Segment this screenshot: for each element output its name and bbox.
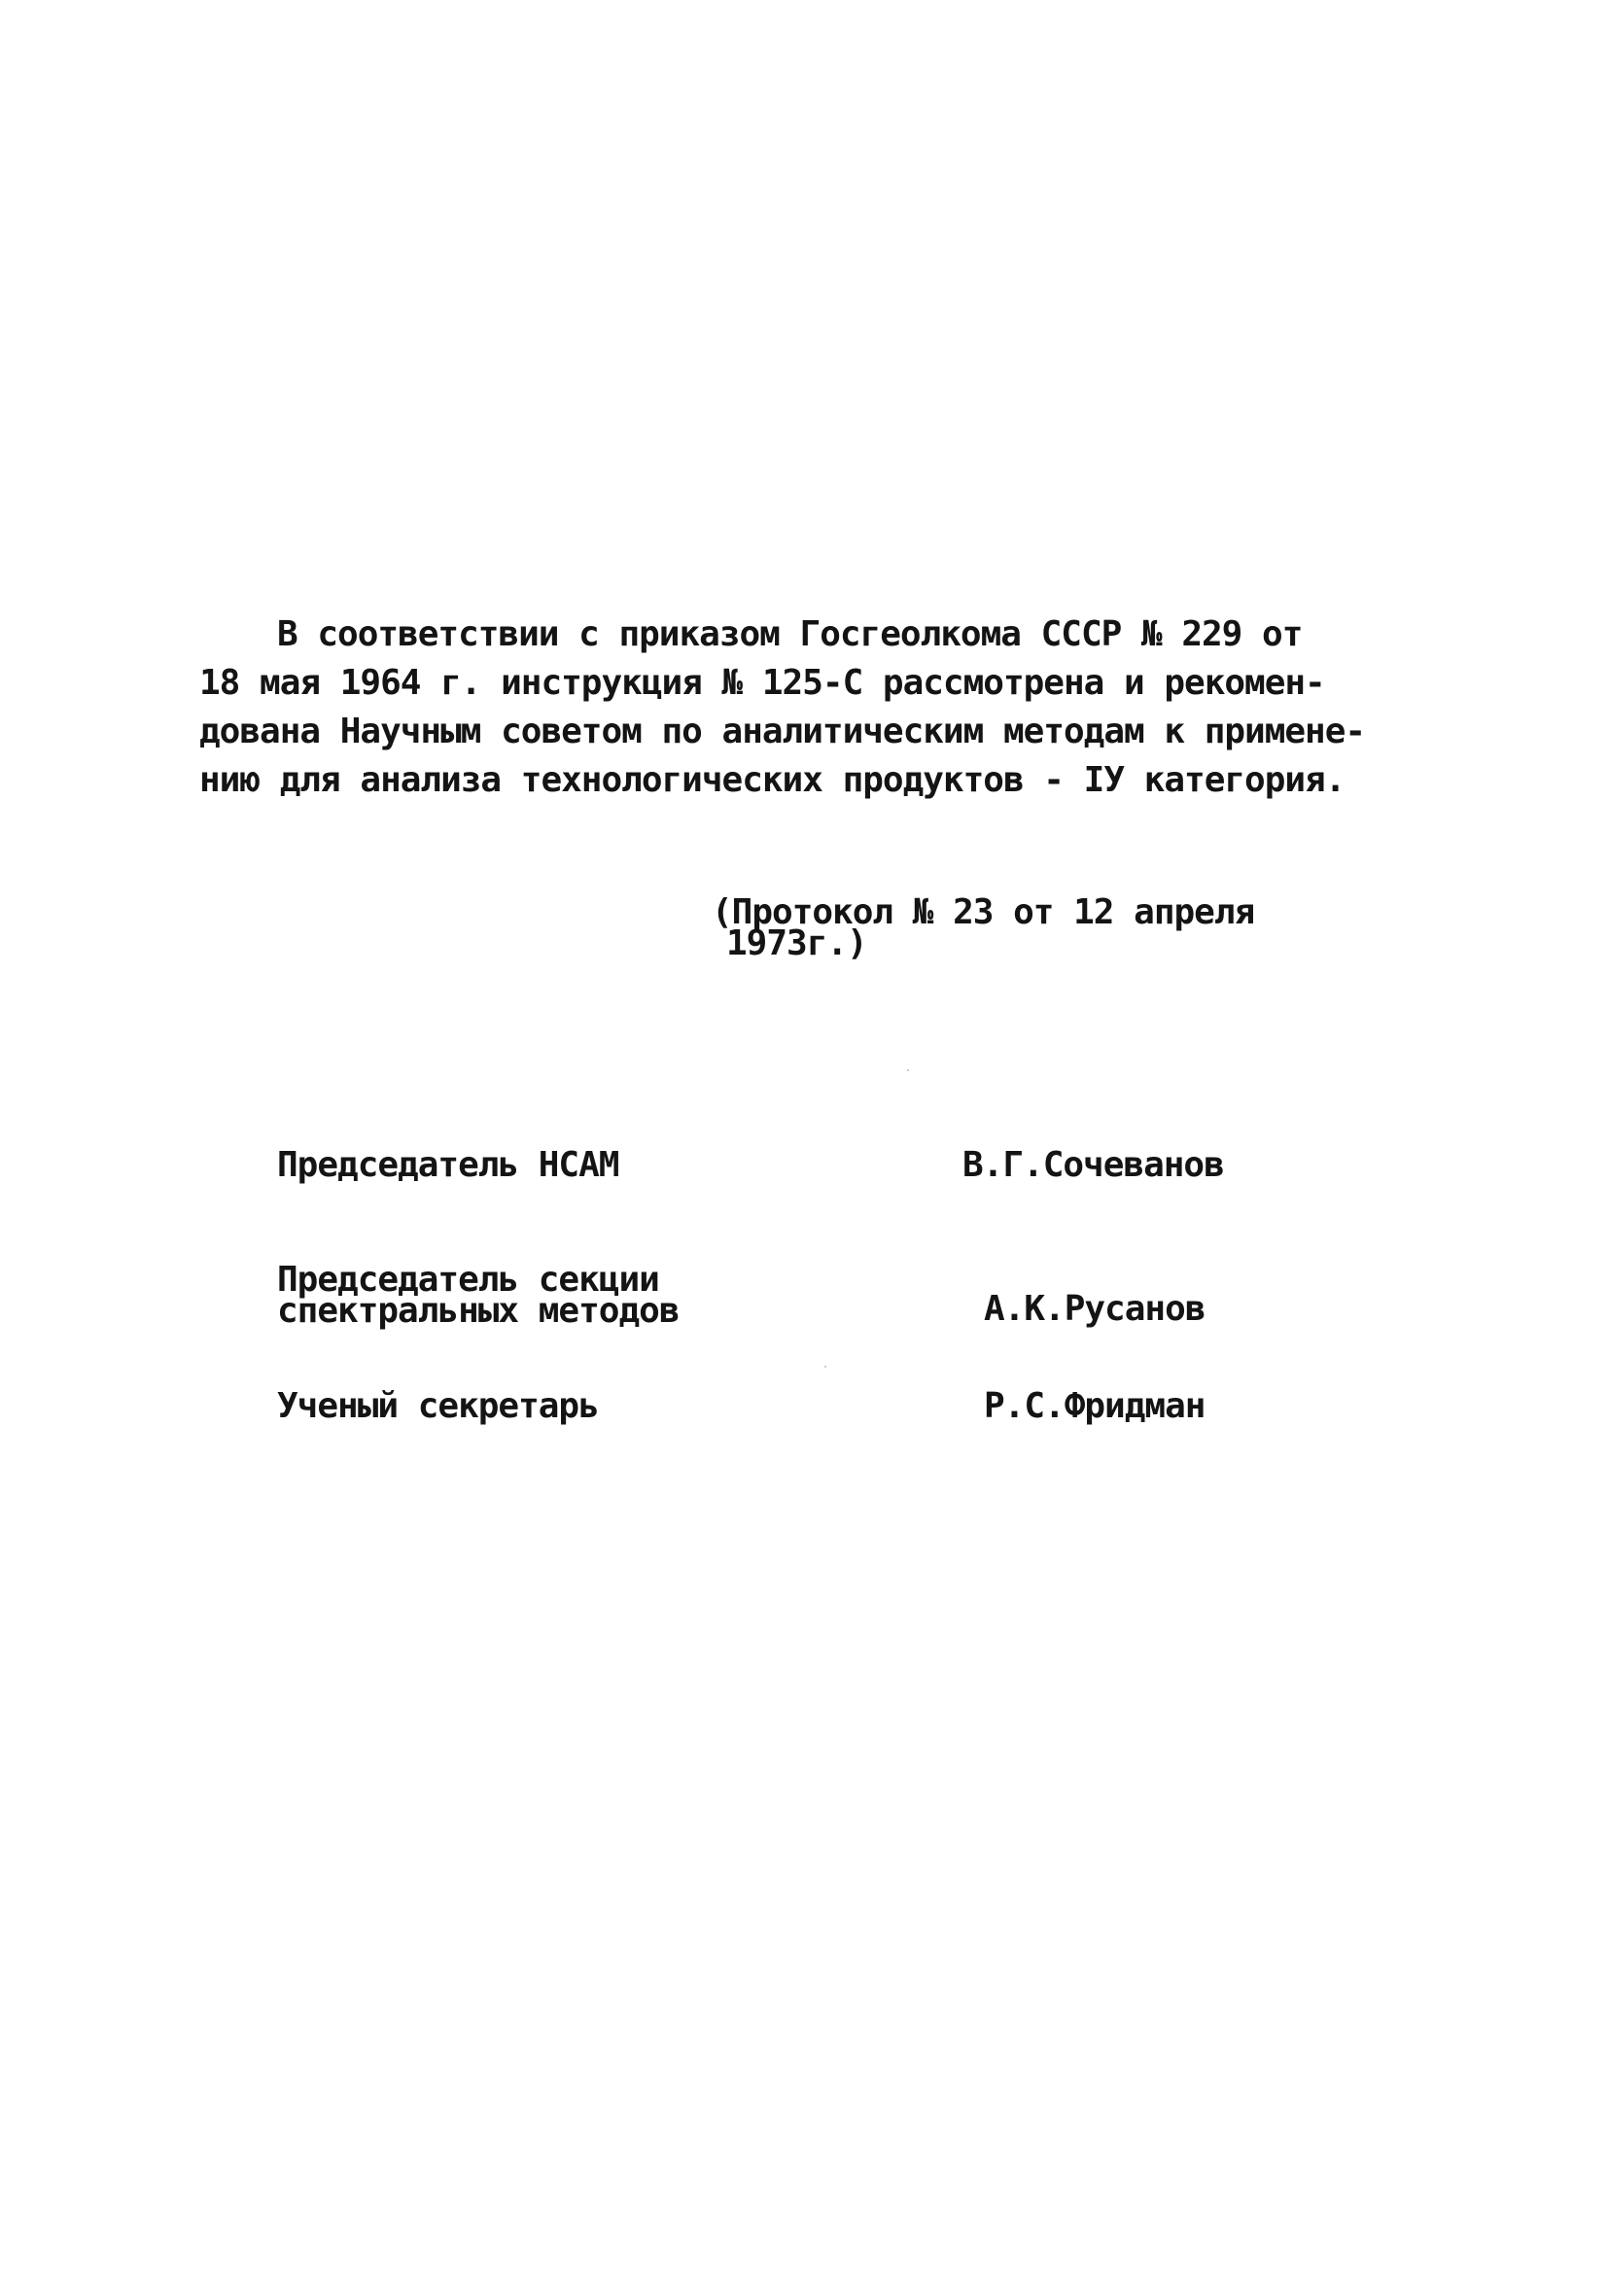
scan-speck — [824, 1366, 826, 1368]
paragraph-line-2: 18 мая 1964 г. инструкция № 125-С рассмотрена и рекомен- — [199, 663, 1325, 703]
signature-name-section-chairman: А.К.Русанов — [984, 1289, 1206, 1329]
signature-name-chairman: В.Г.Сочеванов — [962, 1145, 1224, 1185]
signature-role-chairman: Председатель НСАМ — [277, 1145, 619, 1185]
paragraph-line-4: нию для анализа технологических продуктов - IУ категория. — [199, 760, 1346, 800]
paragraph-line-3: дована Научным советом по аналитическим методам к примене- — [199, 712, 1366, 751]
paragraph-line-1: В соответствии с приказом Госгеолкома СССР № 229 от — [277, 614, 1303, 654]
scan-speck — [907, 1069, 909, 1071]
signature-role-secretary: Ученый секретарь — [277, 1386, 599, 1426]
protocol-reference-line-2: 1973г.) — [726, 923, 867, 963]
protocol-reference-line-1: (Протокол № 23 от 12 апреля — [712, 892, 1255, 932]
signature-role-section-chairman-line-1: Председатель секции — [277, 1260, 659, 1300]
signature-role-section-chairman-line-2: спектральных методов — [277, 1291, 680, 1331]
signature-name-secretary: Р.С.Фридман — [984, 1386, 1206, 1426]
